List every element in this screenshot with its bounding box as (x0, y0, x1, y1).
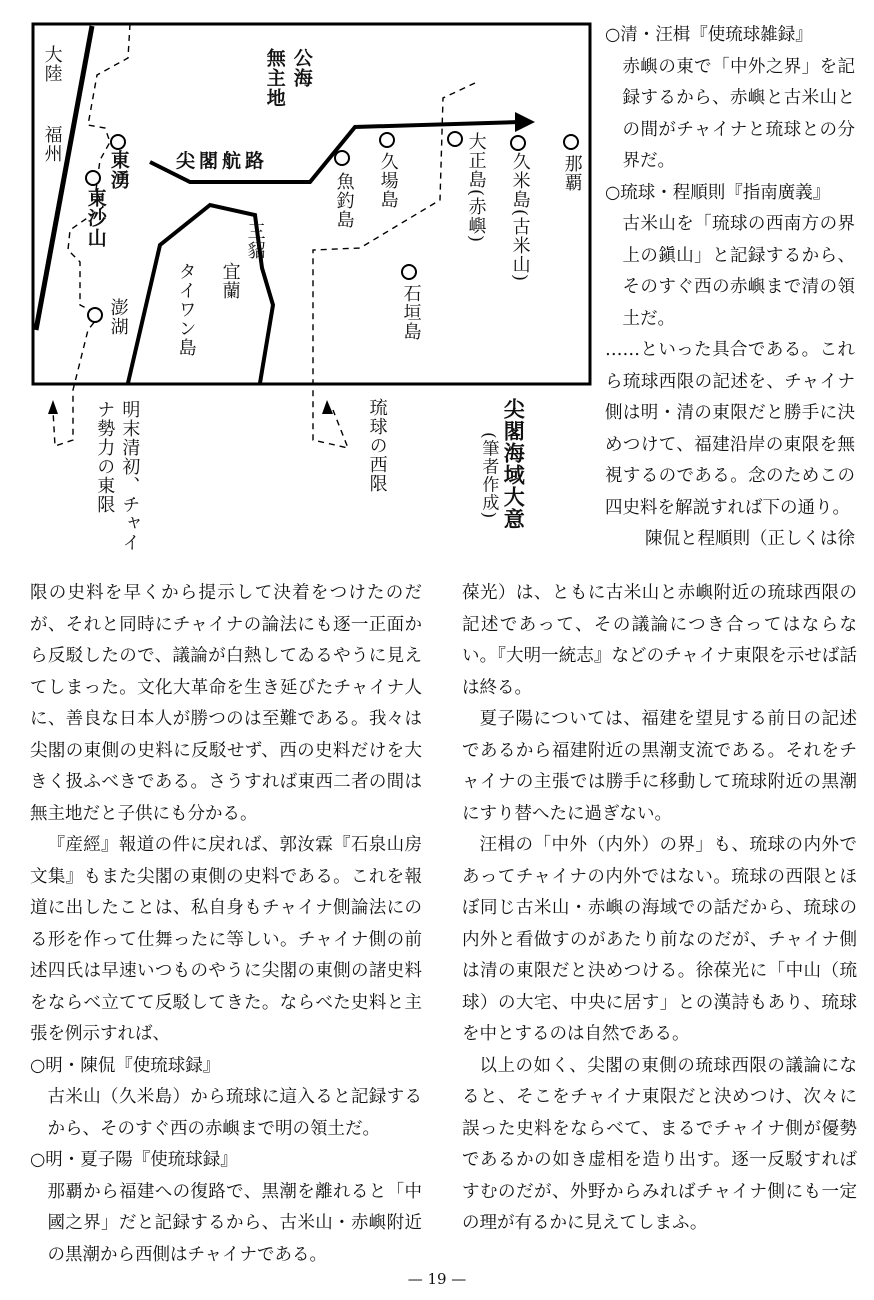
label-mushuchi: 無主地 (263, 48, 286, 108)
paragraph-wang: 汪楫の「中外（内外）の界」も、琉球の内外であってチャイナの内外ではない。琉球の西限とほぼ同じ古米山・赤嶼の海域での話だから、琉球の内外と看做すのがあたり前なのだが、チャイナ側は清の東限だと決めつける。徐葆光に「中山（琉球）の大宅、中央に居す」との漢詩もあり、琉球を中とするのは自然である。 (462, 835, 857, 1044)
source-heading-chen: ○明・陳侃『使琉球録』 (30, 1055, 221, 1076)
label-tairiku: 大陸 (41, 45, 63, 83)
label-kokai: 公海 (290, 48, 313, 88)
page-number: — 19 — (407, 1270, 467, 1288)
kuba-marker (380, 133, 394, 147)
paragraph-xia: 夏子陽については、福建を望見する前日の記述であるから福建附近の黒潮支流である。それをチャイナの主張では勝手に移動して琉球附近の黒潮にすり替へたに過ぎない。 (462, 709, 857, 824)
kume-marker (511, 136, 525, 150)
right-top-column (605, 20, 855, 556)
label-toyo: 東湧 (107, 150, 130, 190)
source-desc-wang: 赤嶼の東で「中外之界」を記録するから、赤嶼と古米山との間がチャイナと琉球との分界だ。 (622, 56, 855, 171)
paragraph-conclusion: 以上の如く、尖閣の東側の琉球西限の議論になると、そこをチャイナ東限だと決めつけ、次々に誤った史料をならべて、まるでチャイナ側が優勢であるかの如き虚相を造り出す。逐一反駁すればすむのだが、外野からみればチャイナ側にも一定の理が有るかに見えてしまふ。 (462, 1055, 857, 1233)
toyo-marker (111, 135, 125, 149)
naha-marker (564, 135, 578, 149)
label-kume: 久米島(古米山) (509, 152, 531, 283)
label-tosazan: 東沙山 (84, 188, 107, 248)
source-heading-xia: ○明・夏子陽『使琉球録』 (30, 1150, 238, 1170)
source-desc-cheng: 古米山を「琉球の西南方の界上の鎭山」と記録するから、そのすぐ西の赤嶼まで清の領土だ。 (622, 214, 855, 329)
source-desc-xia: 那覇から福建への復路で、黒潮を離れると「中國之界」だと記録するから、古米山・赤嶼附近の黒潮から西側はチャイナである。 (47, 1181, 422, 1265)
source-heading-wang: ○清・汪楫『使琉球雑録』 (605, 25, 813, 45)
label-kuba: 久場島 (377, 152, 399, 209)
label-giran: 宜蘭 (219, 262, 241, 300)
map-title: 尖閣海域大意 (501, 398, 526, 530)
route-arrowhead (515, 112, 535, 132)
label-hoko: 澎湖 (107, 298, 129, 336)
caption-ryukyu-west-limit: 琉球の西限 (366, 398, 388, 493)
hoko-marker (88, 308, 102, 322)
ishigaki-marker (402, 265, 416, 279)
paragraph-summary: ……といった具合である。これら琉球西限の記述を、チャイナ側は明・清の東限だと勝手に決めつけて、福建沿岸の東限を無視するのである。念のためこの四史料を解説すれば下の通り。 (605, 340, 855, 518)
paragraph-chen-cheng: 葆光）は、ともに古米山と赤嶼附近の琉球西限の記述であって、その議論につき合ってはならない。『大明一統志』などのチャイナ東限を示せば話は終る。 (462, 583, 857, 698)
uotsuri-marker (335, 151, 349, 165)
tosazan-marker (86, 171, 100, 185)
map-author-note: (筆者作成) (478, 432, 499, 520)
taisho-marker (448, 132, 462, 146)
right-column (462, 578, 857, 1240)
label-ishigaki: 石垣島 (400, 284, 422, 341)
label-sancho: 三貂 (244, 222, 266, 260)
label-taiwan: タイワン島 (175, 262, 197, 357)
paragraph-chen-start: 陳侃と程順則（正しくは徐 (645, 529, 855, 549)
ryukyu-limit-arrowhead (322, 400, 333, 414)
left-column (30, 578, 422, 1271)
china-limit-arrowhead (48, 400, 58, 414)
source-desc-chen: 古米山（久米島）から琉球に這入ると記録するから、そのすぐ西の赤嶼まで明の領土だ。 (47, 1087, 422, 1139)
source-heading-cheng: ○琉球・程順則『指南廣義』 (605, 182, 831, 203)
paragraph-sankei: 『産經』報道の件に戻れば、郭汝霖『石泉山房文集』もまた尖閣の東側の史料である。これを報道に出したことは、私自身もチャイナ側論法にのる形を作って仕舞ったに等しい。チャイナ側の前述四氏は早速いつものやうに尖閣の東側の諸史料をならべ立てて反駁してきた。ならべた史料と主張を例示すれば、 (30, 835, 422, 1044)
label-senkaku-route: 尖閣航路 (176, 150, 269, 172)
label-taisho: 大正島(赤嶼) (465, 132, 487, 244)
caption-china-east-limit: 明末清初、チャイナ勢力の東限 (94, 400, 141, 552)
label-naha: 那覇 (561, 154, 583, 192)
label-uotsuri: 魚釣島 (333, 172, 355, 229)
label-fukushu: 福州 (41, 125, 63, 163)
paragraph-continued: 限の史料を早くから提示して決着をつけたのだが、それと同時にチャイナの論法にも逐一正面から反駁したので、議論が白熱してゐるやうに見えてしまった。文化大革命を生き延びたチャイナ人に、善良な日本人が勝つのは至難である。我々は尖閣の東側の史料に反駁せず、西の史料だけを大きく扱ふべきである。さうすれば東西二者の間は無主地だと子供にも分かる。 (30, 583, 422, 824)
